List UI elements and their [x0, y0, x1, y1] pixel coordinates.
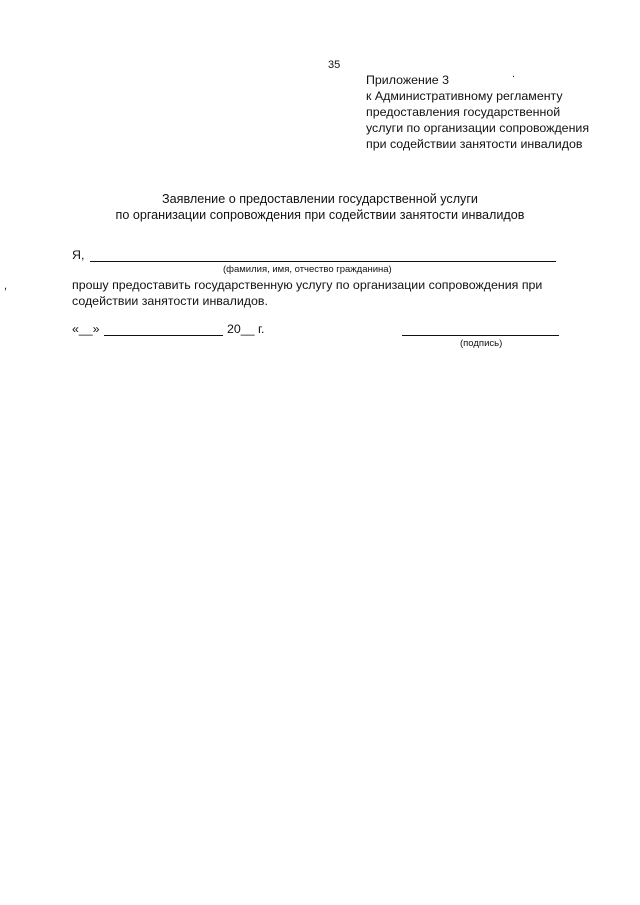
signature-hint: (подпись) [460, 338, 503, 349]
appendix-line: предоставления государственной [366, 105, 561, 119]
appendix-line: при содействии занятости инвалидов [366, 137, 583, 151]
margin-mark: , [4, 280, 8, 292]
document-title-line-2: по организации сопровождения при содействии занятости инвалидов [115, 208, 525, 222]
document-title-line-1: Заявление о предоставлении государственной услуги [162, 192, 478, 206]
date-year-field[interactable]: 20__ г. [227, 322, 265, 336]
appendix-line: к Административному регламенту [366, 89, 563, 103]
request-text-line-1: прошу предоставить государственную услугу по организации сопровождения при [72, 278, 543, 292]
date-month-field[interactable] [104, 335, 223, 336]
appendix-line: Приложение 3 [366, 73, 450, 87]
appendix-header [366, 72, 636, 152]
appendix-stray-mark: . [512, 68, 516, 80]
page-number: 35 [328, 59, 341, 71]
appendix-line: услуги по организации сопровождения [366, 121, 590, 135]
applicant-name-hint: (фамилия, имя, отчество гражданина) [223, 264, 392, 275]
applicant-prefix: Я, [72, 248, 85, 262]
date-day-field[interactable]: «__» [72, 322, 100, 336]
signature-field[interactable] [402, 335, 559, 336]
request-text-line-2: содействии занятости инвалидов. [72, 294, 268, 308]
applicant-name-field[interactable] [90, 261, 556, 262]
